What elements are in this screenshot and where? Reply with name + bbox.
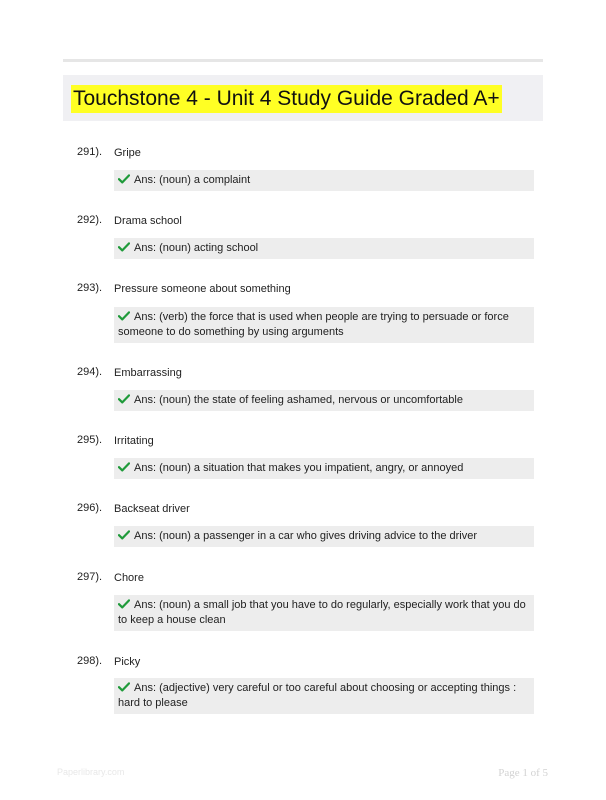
- answer-box: [114, 307, 534, 343]
- answer-box: [114, 595, 534, 631]
- answer-text: Ans: (noun) the state of feeling ashamed, nervous or uncomfortable: [134, 394, 463, 406]
- item-number: 291).: [77, 146, 103, 158]
- item-number: 297).: [77, 571, 103, 583]
- answer-text: Ans: (noun) a small job that you have to do regularly, especially work that you do to keep a house clean: [118, 599, 526, 626]
- answer-box: [114, 170, 534, 191]
- checkmark-icon: [118, 174, 130, 184]
- checkmark-icon: [118, 242, 130, 252]
- item-question: Irritating: [114, 435, 154, 447]
- answer-box: [114, 390, 534, 411]
- checkmark-icon: [118, 530, 130, 540]
- answer-box: [114, 678, 534, 714]
- answer-text: Ans: (verb) the force that is used when people are trying to persuade or force someone to do something by using arguments: [118, 311, 509, 338]
- page-number: Page 1 of 5: [498, 767, 548, 779]
- item-question: Chore: [114, 572, 144, 584]
- answer-text: Ans: (noun) acting school: [134, 242, 259, 254]
- answer-text: Ans: (noun) a complaint: [134, 174, 251, 186]
- item-question: Drama school: [114, 215, 182, 227]
- answer-text: Ans: (adjective) very careful or too careful about choosing or accepting things : hard to please: [118, 682, 517, 709]
- checkmark-icon: [118, 311, 130, 321]
- item-number: 293).: [77, 282, 103, 294]
- item-question: Pressure someone about something: [114, 283, 291, 295]
- item-question: Picky: [114, 656, 141, 668]
- item-question: Gripe: [114, 147, 141, 159]
- answer-box: [114, 526, 534, 547]
- answer-text: Ans: (noun) a passenger in a car who gives driving advice to the driver: [134, 530, 478, 542]
- answer-text: Ans: (noun) a situation that makes you impatient, angry, or annoyed: [134, 462, 464, 474]
- item-number: 295).: [77, 434, 103, 446]
- title-band: [63, 75, 543, 121]
- checkmark-icon: [118, 462, 130, 472]
- checkmark-icon: [118, 682, 130, 692]
- item-question: Backseat driver: [114, 503, 190, 515]
- checkmark-icon: [118, 394, 130, 404]
- answer-box: [114, 458, 534, 479]
- footer-watermark: Paperlibrary.com: [57, 767, 125, 777]
- checkmark-icon: [118, 599, 130, 609]
- item-number: 292).: [77, 214, 103, 226]
- answer-box: [114, 238, 534, 259]
- item-number: 296).: [77, 502, 103, 514]
- top-divider: [63, 59, 543, 62]
- page-title: Touchstone 4 - Unit 4 Study Guide Graded A+: [71, 85, 502, 113]
- item-number: 298).: [77, 655, 103, 667]
- item-number: 294).: [77, 366, 103, 378]
- item-question: Embarrassing: [114, 367, 182, 379]
